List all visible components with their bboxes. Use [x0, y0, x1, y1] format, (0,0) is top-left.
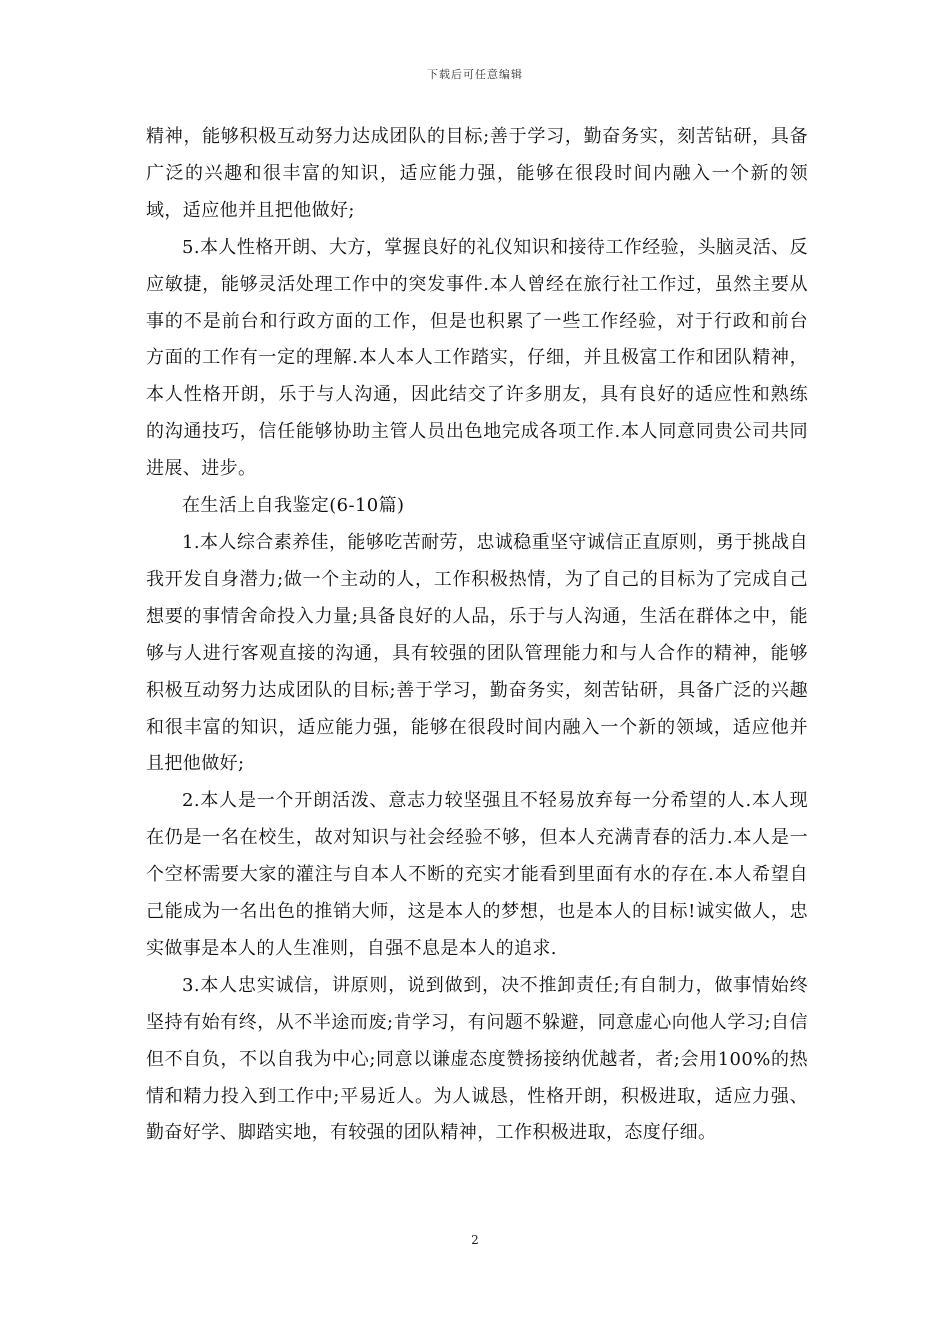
page-number: 2: [471, 1233, 479, 1247]
paragraph-item-5: 5.本人性格开朗、大方，掌握良好的礼仪知识和接待工作经验，头脑灵活、反应敏捷，能够灵活处理工作中的突发事件.本人曾经在旅行社工作过，虽然主要从事的不是前台和行政方面的工作，但是也积累了一些工作经验，对于行政和前台方面的工作有一定的理解.本人本人工作踏实，仔细，并且极富工作和团队精神，本人性格开朗，乐于与人沟通，因此结交了许多朋友，具有良好的适应性和熟练的沟通技巧，信任能够协助主管人员出色地完成各项工作.本人同意同贵公司共同进展、进步。: [146, 236, 808, 480]
paragraph-continued-teamwork: 精神，能够积极互动努力达成团队的目标;善于学习，勤奋务实，刻苦钻研，具备广泛的兴趣和很丰富的知识，适应能力强，能够在很段时间内融入一个新的领域，适应他并且把他做好;: [146, 126, 808, 221]
paragraph-item-3: 3.本人忠实诚信，讲原则，说到做到，决不推卸责任;有自制力，做事情始终坚持有始有终，从不半途而废;肯学习，有问题不躲避，同意虚心向他人学习;自信但不自负，不以自我为中心;同意以谦虚态度赞扬接纳优越者，者;会用100%的热情和精力投入到工作中;平易近人。为人诚恳，性格开朗，积极进取，适应力强、勤奋好学、脚踏实地，有较强的团队精神，工作积极进取，态度仔细。: [146, 974, 808, 1144]
section-heading: 在生活上自我鉴定(6-10篇): [182, 495, 405, 517]
page-header-note: 下载后可任意编辑: [427, 68, 523, 81]
paragraph-item-2: 2.本人是一个开朗活泼、意志力较坚强且不轻易放弃每一分希望的人.本人现在仍是一名在校生，故对知识与社会经验不够，但本人充满青春的活力.本人是一个空杯需要大家的灌注与自本人不断的充实才能看到里面有水的存在.本人希望自己能成为一名出色的推销大师，这是本人的梦想，也是本人的目标!诚实做人，忠实做事是本人的人生准则，自强不息是本人的追求.: [146, 790, 808, 959]
document-body: [146, 119, 808, 1152]
paragraph-item-1: 1.本人综合素养佳，能够吃苦耐劳，忠诚稳重坚守诚信正直原则，勇于挑战自我开发自身潜力;做一个主动的人，工作积极热情，为了自己的目标为了完成自己想要的事情舍命投入力量;具备良好的人品，乐于与人沟通，生活在群体之中，能够与人进行客观直接的沟通，具有较强的团队管理能力和与人合作的精神，能够积极互动努力达成团队的目标;善于学习，勤奋务实，刻苦钻研，具备广泛的兴趣和很丰富的知识，适应能力强，能够在很段时间内融入一个新的领域，适应他并且把他做好;: [146, 531, 808, 775]
